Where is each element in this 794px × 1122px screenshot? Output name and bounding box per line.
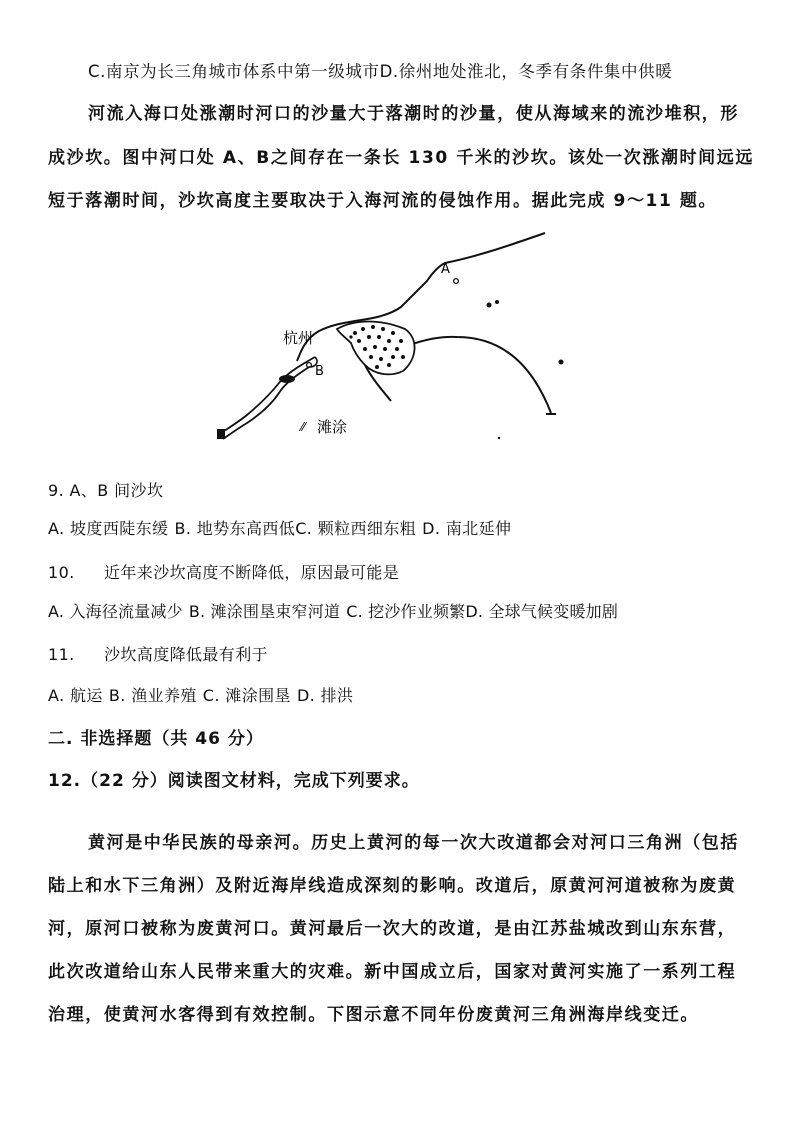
option: C. 滩涂围垦 (202, 686, 291, 705)
river-bar (279, 375, 295, 383)
river-source-mark (217, 429, 225, 439)
passage-line: 河流入海口处涨潮时河口的沙量大于落潮时的沙量，使从海域来的流沙堆积，形 (88, 104, 739, 124)
option: A. 航运 (48, 686, 103, 705)
option: A. 坡度西陡东缓 (48, 519, 169, 538)
question-text: 沙坎高度降低最有利于 (104, 645, 269, 664)
passage-line: 此次改道给山东人民带来重大的灾难。新中国成立后，国家对黄河实施了一系列工程 (48, 962, 737, 982)
label-b: B (315, 364, 324, 379)
option: A. 入海径流量减少 (48, 602, 183, 621)
passage-line: 河，原河口被称为废黄河口。黄河最后一次大的改道，是由江苏盐城改到山东东营， (48, 919, 737, 939)
option: B. 渔业养殖 (108, 686, 197, 705)
previous-question-options (88, 58, 672, 82)
passage-line: 成沙坎。图中河口处 A、B之间存在一条长 130 千米的沙坎。该处一次涨潮时间远远 (48, 148, 754, 168)
question-12-heading: 12.（22 分）阅读图文材料，完成下列要求。 (48, 771, 420, 791)
question-9-stem: 9. A、B 间沙坎 (48, 481, 164, 500)
question-number: 10. (48, 563, 75, 582)
question-number: 11. (48, 645, 75, 664)
legend-tidal-flat-symbol: ⁄⁄ (301, 420, 306, 434)
option: B. 滩涂围垦束窄河道 (188, 602, 341, 621)
point-a-marker (454, 279, 459, 284)
passage-line: 短于落潮时间，沙坎高度主要取决于入海河流的侵蚀作用。据此完成 9～11 题。 (48, 191, 718, 211)
legend-tidal-flat-label: 滩涂 (317, 418, 348, 436)
offshore-islands (487, 300, 564, 365)
river-bank-south (223, 367, 309, 439)
option: B. 地势东高西低 (174, 519, 296, 538)
option-d: D.徐州地处淮北，冬季有条件集中供暖 (379, 62, 673, 81)
question-text: 近年来沙坎高度不断降低，原因最可能是 (104, 563, 400, 582)
passage-line: 治理，使黄河水客得到有效控制。下图示意不同年份废黄河三角洲海岸线变迁。 (48, 1005, 699, 1025)
option: D. 南北延伸 (422, 519, 512, 538)
label-a: A (441, 262, 450, 277)
question-11-stem (48, 642, 268, 665)
option: C. 挖沙作业频繁 (346, 602, 466, 621)
section-heading: 二. 非选择题（共 46 分） (48, 729, 264, 749)
option-c: C.南京为长三角城市体系中第一级城市 (88, 62, 380, 81)
question-9-options (48, 516, 511, 539)
option: C. 颗粒西细东粗 (295, 519, 417, 538)
passage-line: 黄河是中华民族的母亲河。历史上黄河的每一次大改道都会对河口三角洲（包括 (88, 833, 739, 853)
qiantang-estuary-map (205, 225, 565, 450)
question-10-stem (48, 560, 399, 583)
option: D. 排洪 (296, 686, 354, 705)
question-11-options (48, 683, 353, 706)
passage-line: 陆上和水下三角洲）及附近海岸线造成深刻的影响。改道后，原黄河河道被称为废黄 (48, 876, 737, 896)
label-hangzhou: 杭州 (283, 329, 314, 347)
option: D. 全球气候变暖加剧 (465, 602, 619, 621)
stray-dot (498, 437, 500, 439)
question-10-options (48, 599, 618, 622)
